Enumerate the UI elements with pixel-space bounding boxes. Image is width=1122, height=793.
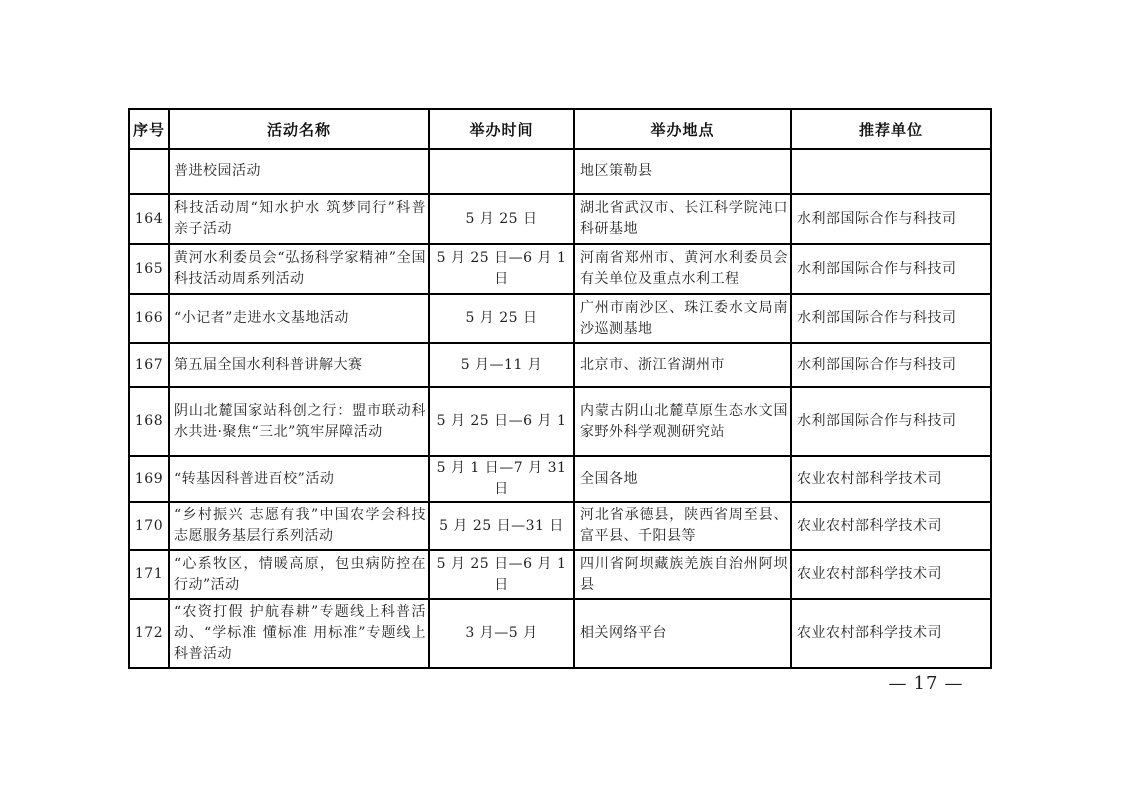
table-row xyxy=(129,599,991,668)
header-no: 序号 xyxy=(129,109,169,149)
activity-name-cell: “乡村振兴 志愿有我”中国农学会科技志愿服务基层行系列活动 xyxy=(169,502,429,550)
row-no-cell: 167 xyxy=(129,343,169,387)
row-no-cell: 168 xyxy=(129,387,169,456)
table-body xyxy=(129,149,991,668)
row-no-cell xyxy=(129,149,169,194)
table-row xyxy=(129,149,991,194)
table-row xyxy=(129,502,991,550)
unit-cell: 水利部国际合作与科技司 xyxy=(791,387,991,456)
activity-name-cell: 阴山北麓国家站科创之行：盟市联动科水共进·聚焦“三北”筑牢屏障活动 xyxy=(169,387,429,456)
unit-cell: 农业农村部科学技术司 xyxy=(791,599,991,668)
location-cell: 河南省郑州市、黄河水利委员会有关单位及重点水利工程 xyxy=(574,244,791,294)
location-cell: 湖北省武汉市、长江科学院沌口科研基地 xyxy=(574,194,791,244)
unit-cell: 水利部国际合作与科技司 xyxy=(791,343,991,387)
time-cell: 5 月 25 日—6 月 1 xyxy=(429,387,574,456)
unit-cell: 农业农村部科学技术司 xyxy=(791,550,991,599)
activity-name-cell: “小记者”走进水文基地活动 xyxy=(169,294,429,343)
location-cell: 全国各地 xyxy=(574,456,791,502)
header-time: 举办时间 xyxy=(429,109,574,149)
page-number-right-dash: — xyxy=(944,673,964,694)
table-row xyxy=(129,194,991,244)
unit-cell xyxy=(791,149,991,194)
table-row xyxy=(129,244,991,294)
page-number-value: 17 xyxy=(913,673,939,694)
table-row xyxy=(129,550,991,599)
row-no-cell: 166 xyxy=(129,294,169,343)
activity-name-cell: “农资打假 护航春耕”专题线上科普活动、“学标准 懂标准 用标准”专题线上科普活动 xyxy=(169,599,429,668)
location-cell: 河北省承德县，陕西省周至县、富平县、千阳县等 xyxy=(574,502,791,550)
header-location: 举办地点 xyxy=(574,109,791,149)
location-cell: 内蒙古阴山北麓草原生态水文国家野外科学观测研究站 xyxy=(574,387,791,456)
row-no-cell: 170 xyxy=(129,502,169,550)
table-row xyxy=(129,387,991,456)
activity-name-cell: 普进校园活动 xyxy=(169,149,429,194)
row-no-cell: 172 xyxy=(129,599,169,668)
row-no-cell: 164 xyxy=(129,194,169,244)
row-no-cell: 171 xyxy=(129,550,169,599)
table-row xyxy=(129,343,991,387)
activity-name-cell: 科技活动周“知水护水 筑梦同行”科普亲子活动 xyxy=(169,194,429,244)
location-cell: 地区策勒县 xyxy=(574,149,791,194)
page-number-left-dash: — xyxy=(888,673,908,694)
location-cell: 相关网络平台 xyxy=(574,599,791,668)
location-cell: 北京市、浙江省湖州市 xyxy=(574,343,791,387)
time-cell: 5 月 25 日—6 月 1 日 xyxy=(429,244,574,294)
activity-name-cell: “转基因科普进百校”活动 xyxy=(169,456,429,502)
activities-table xyxy=(128,108,992,669)
location-cell: 四川省阿坝藏族羌族自治州阿坝县 xyxy=(574,550,791,599)
unit-cell: 农业农村部科学技术司 xyxy=(791,456,991,502)
time-cell: 3 月—5 月 xyxy=(429,599,574,668)
unit-cell: 水利部国际合作与科技司 xyxy=(791,244,991,294)
row-no-cell: 165 xyxy=(129,244,169,294)
time-cell: 5 月 25 日 xyxy=(429,294,574,343)
page-number xyxy=(876,673,976,694)
table-header-row xyxy=(129,109,991,149)
location-cell: 广州市南沙区、珠江委水文局南沙巡测基地 xyxy=(574,294,791,343)
activity-name-cell: “心系牧区，情暖高原，包虫病防控在行动”活动 xyxy=(169,550,429,599)
time-cell: 5 月—11 月 xyxy=(429,343,574,387)
activity-name-cell: 第五届全国水利科普讲解大赛 xyxy=(169,343,429,387)
time-cell: 5 月 25 日—31 日 xyxy=(429,502,574,550)
table-row xyxy=(129,456,991,502)
header-unit: 推荐单位 xyxy=(791,109,991,149)
time-cell xyxy=(429,149,574,194)
time-cell: 5 月 25 日—6 月 1 日 xyxy=(429,550,574,599)
unit-cell: 水利部国际合作与科技司 xyxy=(791,294,991,343)
activity-name-cell: 黄河水利委员会“弘扬科学家精神”全国科技活动周系列活动 xyxy=(169,244,429,294)
table-row xyxy=(129,294,991,343)
unit-cell: 农业农村部科学技术司 xyxy=(791,502,991,550)
header-name: 活动名称 xyxy=(169,109,429,149)
time-cell: 5 月 1 日—7 月 31 日 xyxy=(429,456,574,502)
unit-cell: 水利部国际合作与科技司 xyxy=(791,194,991,244)
row-no-cell: 169 xyxy=(129,456,169,502)
time-cell: 5 月 25 日 xyxy=(429,194,574,244)
